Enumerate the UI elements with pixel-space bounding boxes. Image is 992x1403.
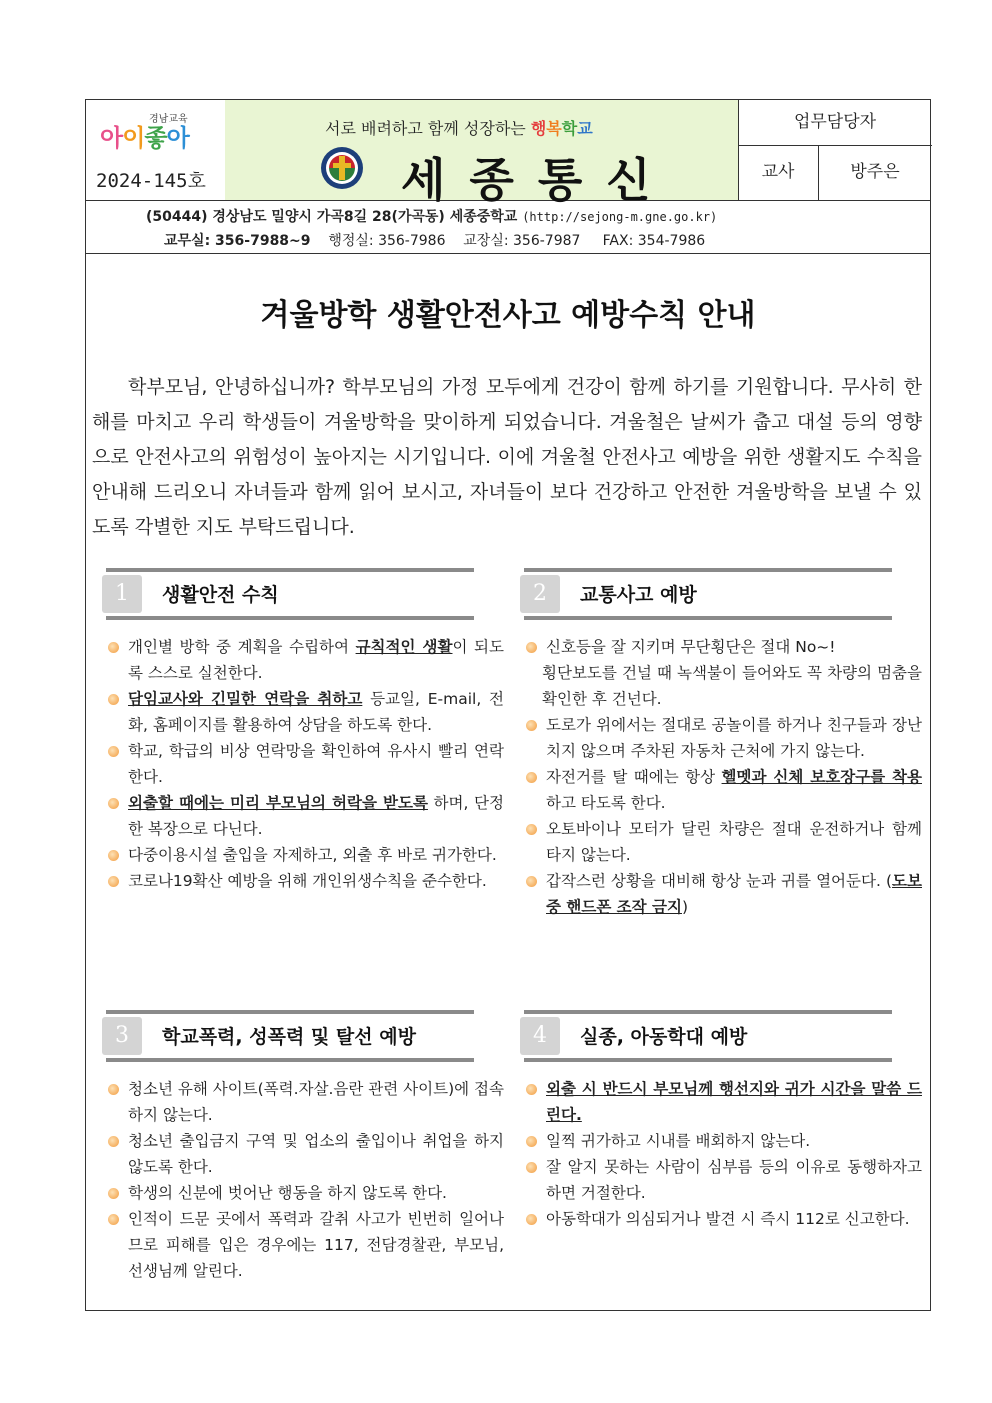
address-line — [146, 206, 717, 226]
bullet-icon — [108, 1136, 119, 1147]
newsletter-title: 세종통신 — [401, 153, 675, 207]
happy-char: 복 — [546, 119, 562, 138]
intro-text: 학부모님, 안녕하십니까? 학부모님의 가정 모두에게 건강이 함께 하기를 기원합니다. 무사히 한해를 마치고 우리 학생들이 겨울방학을 맞이하게 되었습니다. 겨울철은 날씨가 춥고 대설 등의 영향으로 안전사고의 위험성이 높아지는 시기입니다. 이에 겨울철 안전사고 예방을 위한 생활지도 수칙을 안내해 드리오니 자녀들과 함께 읽어 보시고, 자녀들이 보다 건강하고 안전한 겨울방학을 보낼 수 있도록 각별한 지도 부탁드립니다. — [92, 376, 922, 538]
section-title: 학교폭력, 성폭력 및 탈선 예방 — [162, 1026, 416, 1048]
list-item — [106, 1076, 504, 1128]
contact-rest: 행정실: 356-7986 교장실: 356-7987 FAX: 354-7986 — [310, 233, 706, 249]
bullet-icon — [526, 1136, 537, 1147]
logo-char: 이 — [122, 124, 145, 152]
school-logo — [100, 118, 189, 153]
item-text: 하고 타도록 한다. — [546, 794, 666, 812]
logo-char: 아 — [100, 124, 123, 152]
section-number: 3 — [102, 1017, 142, 1055]
list-item — [106, 868, 504, 894]
list-item — [106, 1206, 504, 1284]
contact-line — [164, 230, 705, 250]
item-text: 다중이용시설 출입을 자제하고, 외출 후 바로 귀가한다. — [128, 846, 497, 864]
section-list — [106, 634, 504, 894]
staff-cell — [738, 100, 932, 200]
list-item — [524, 764, 922, 816]
section-missing — [520, 1010, 922, 1232]
item-text: 인적이 드문 곳에서 폭력과 갈취 사고가 빈번히 일어나므로 피해를 입은 경우에는 117, 전담경찰관, 부모님, 선생님께 알린다. — [128, 1210, 504, 1280]
item-text: ) — [681, 898, 689, 916]
list-item — [524, 1206, 922, 1232]
item-text: 갑작스런 상황을 대비해 항상 눈과 귀를 열어둔다. ( — [546, 872, 893, 890]
item-emphasis: 외출할 때에는 미리 부모님의 허락을 받도록 — [128, 794, 428, 812]
school-emblem-icon — [320, 146, 364, 190]
bullet-icon — [108, 798, 119, 809]
item-emphasis: 외출 시 반드시 부모님께 행선지와 귀가 시간을 말씀 드린다. — [546, 1080, 922, 1124]
item-text: 개인별 방학 중 계획을 수립하여 — [128, 638, 356, 656]
item-text: 횡단보도를 건널 때 녹색불이 들어와도 꼭 차량의 멈춤을 확인한 후 건넌다. — [542, 664, 922, 708]
list-item — [106, 842, 504, 868]
header — [86, 100, 930, 207]
logo-caption: 경남교육 — [149, 114, 188, 125]
bullet-icon — [108, 850, 119, 861]
item-text: 도로가 위에서는 절대로 공놀이를 하거나 친구들과 장난치지 않으며 주차된 자동차 근처에 가지 않는다. — [546, 716, 922, 760]
section-header — [520, 568, 892, 622]
logo-char: 아 — [166, 124, 189, 152]
list-item — [106, 1180, 504, 1206]
title-cell — [225, 100, 739, 207]
list-item — [524, 712, 922, 764]
address-text: (50444) 경상남도 밀양시 가곡8길 28(가곡동) 세종중학교 — [146, 209, 523, 225]
bullet-icon — [108, 1214, 119, 1225]
list-item — [524, 1076, 922, 1128]
section-header — [102, 568, 474, 622]
slogan-text: 서로 배려하고 함께 성장하는 — [325, 119, 531, 138]
bullet-icon — [526, 876, 537, 887]
item-emphasis: 규칙적인 생활 — [355, 638, 453, 656]
section-number: 4 — [520, 1017, 560, 1055]
bullet-icon — [526, 772, 537, 783]
item-text: 오토바이나 모터가 달린 차량은 절대 운전하거나 함께 타지 않는다. — [546, 820, 922, 864]
item-text: 잘 알지 못하는 사람이 심부름 등의 이유로 동행하자고 하면 거절한다. — [546, 1158, 922, 1202]
item-emphasis: 담임교사와 긴밀한 연락을 취하고 — [128, 690, 363, 708]
document-title: 겨울방학 생활안전사고 예방수칙 안내 — [260, 298, 756, 333]
bullet-icon — [108, 1188, 119, 1199]
section-list — [524, 1076, 922, 1232]
bullet-icon — [526, 642, 537, 653]
item-text: 자전거를 탈 때에는 항상 — [546, 768, 722, 786]
bullet-icon — [108, 746, 119, 757]
list-item — [524, 816, 922, 868]
item-emphasis: 도보 중 핸드폰 조작 금지 — [546, 872, 922, 916]
item-text: 등교일, E-mail, 전화, 홈페이지를 활용하여 상담을 하도록 한다. — [128, 690, 504, 734]
office-phone: 356-7988~9 — [210, 233, 311, 249]
intro-paragraph — [92, 370, 922, 545]
list-item — [524, 634, 922, 660]
list-item — [524, 1128, 922, 1154]
staff-role: 교사 — [738, 145, 819, 200]
section-rule — [106, 1010, 474, 1014]
happy-char: 행 — [530, 119, 547, 138]
address-block — [86, 200, 930, 254]
section-rule — [106, 1058, 474, 1062]
section-violence — [102, 1010, 504, 1284]
logo-char: 좋 — [144, 124, 167, 152]
section-header — [520, 1010, 892, 1064]
list-item — [106, 634, 504, 686]
logo-cell — [86, 100, 226, 200]
section-title: 실종, 아동학대 예방 — [580, 1026, 748, 1048]
section-title: 교통사고 예방 — [580, 584, 697, 606]
section-rule — [524, 1058, 892, 1062]
bullet-icon — [526, 1162, 537, 1173]
bullet-icon — [526, 1084, 537, 1095]
section-list — [524, 634, 922, 920]
newsletter-frame — [85, 99, 931, 1311]
slogan — [325, 116, 593, 139]
item-text: 신호등을 잘 지키며 무단횡단은 절대 No~! — [546, 638, 836, 656]
list-item — [106, 738, 504, 790]
bullet-icon — [108, 642, 119, 653]
school-url[interactable]: (http://sejong-m.gne.go.kr) — [522, 210, 718, 224]
section-life-safety — [102, 568, 504, 894]
item-text: 이 되도록 스스로 실천한다. — [128, 638, 504, 682]
list-item — [524, 1154, 922, 1206]
item-text: 하며, 단정한 복장으로 다닌다. — [128, 794, 504, 838]
item-text: 학교, 학급의 비상 연락망을 확인하여 유사시 빨리 연락한다. — [128, 742, 504, 786]
list-item — [524, 660, 922, 712]
staff-title: 업무담당자 — [738, 100, 932, 146]
section-rule — [524, 1010, 892, 1014]
staff-name: 방주은 — [850, 162, 900, 182]
section-number: 2 — [520, 575, 560, 613]
list-item — [106, 686, 504, 738]
section-number: 1 — [102, 575, 142, 613]
issue-number: 2024-145호 — [96, 170, 206, 192]
slogan-happy — [531, 119, 593, 138]
happy-char: 학 — [561, 119, 578, 138]
bullet-icon — [526, 824, 537, 835]
happy-char: 교 — [577, 119, 593, 138]
section-title: 생활안전 수칙 — [162, 584, 279, 606]
section-rule — [524, 568, 892, 572]
item-text: 학생의 신분에 벗어난 행동을 하지 않도록 한다. — [128, 1184, 447, 1202]
bullet-icon — [108, 876, 119, 887]
item-text: 일찍 귀가하고 시내를 배회하지 않는다. — [546, 1132, 811, 1150]
bullet-icon — [526, 1214, 537, 1225]
item-emphasis: 헬멧과 신체 보호장구를 착용 — [721, 768, 922, 786]
section-header — [102, 1010, 474, 1064]
list-item — [106, 790, 504, 842]
office-label: 교무실: — [164, 233, 211, 249]
item-text: 아동학대가 의심되거나 발견 시 즉시 112로 신고한다. — [546, 1210, 910, 1228]
list-item — [106, 1128, 504, 1180]
item-text: 코로나19확산 예방을 위해 개인위생수칙을 준수한다. — [128, 872, 487, 890]
section-rule — [106, 616, 474, 620]
bullet-icon — [108, 1084, 119, 1095]
section-rule — [524, 616, 892, 620]
section-list — [106, 1076, 504, 1284]
section-rule — [106, 568, 474, 572]
item-text: 청소년 출입금지 구역 및 업소의 출입이나 취업을 하지 않도록 한다. — [128, 1132, 504, 1176]
bullet-icon — [526, 720, 537, 731]
list-item — [524, 868, 922, 920]
item-text: 청소년 유해 사이트(폭력.자살.음란 관련 사이트)에 접속하지 않는다. — [128, 1080, 504, 1124]
section-traffic — [520, 568, 922, 920]
bullet-icon — [108, 694, 119, 705]
